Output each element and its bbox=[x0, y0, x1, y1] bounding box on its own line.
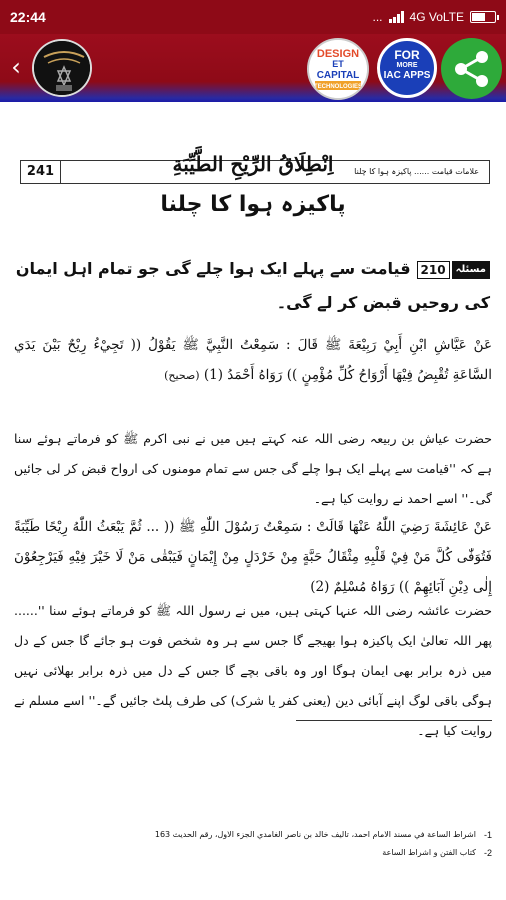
chapter-title-arabic: اِنْطِلَاقُ الرِّيْحِ الطَّيِّبَةِ bbox=[172, 152, 334, 176]
chapter-title-urdu: پاکیزہ ہوا کا چلنا bbox=[160, 192, 346, 217]
footnote-2-text: كتاب الفتن و اشراط الساعة bbox=[382, 848, 476, 857]
status-time: 22:44 bbox=[10, 9, 46, 25]
ad1-line4: TECHNOLOGIES bbox=[313, 84, 363, 90]
app-logo[interactable] bbox=[32, 39, 92, 97]
ad1-line3: CAPITAL bbox=[316, 70, 360, 81]
footnote-1-num: 1- bbox=[483, 830, 492, 840]
ad1-line1: DESIGN bbox=[316, 48, 360, 60]
ad1-line2: ET bbox=[332, 59, 344, 69]
more-apps-ad-button[interactable] bbox=[377, 38, 437, 98]
footnote-2-num: 2- bbox=[483, 848, 492, 858]
masla-label: مسئلہ bbox=[452, 261, 490, 279]
masla-number: 210 bbox=[417, 261, 450, 279]
header-title: علامات قیامت ...... پاکیزہ ہوا کا چلنا bbox=[354, 167, 479, 176]
ad2-line3: IAC APPS bbox=[383, 70, 431, 81]
signal-icon bbox=[389, 11, 404, 23]
network-type: 4G VoLTE bbox=[409, 10, 464, 24]
status-bar bbox=[0, 0, 506, 34]
footnote-1 bbox=[20, 828, 492, 842]
battery-icon bbox=[470, 11, 496, 23]
page-number: 241 bbox=[21, 161, 61, 183]
masla-text: قیامت سے پہلے ایک ہوا چلے گی جو تمام اہل ایمان کی روحیں قبض کر لے گی۔ bbox=[15, 259, 490, 312]
design-et-capital-ad-icon[interactable] bbox=[307, 38, 369, 100]
overflow-dots: ... bbox=[372, 10, 383, 24]
ad2-line1: FOR bbox=[394, 48, 420, 62]
hadith-2-arabic: عَنْ عَائِشَةَ رَضِيَ اللّٰهُ عَنْهَا قَالَتْ : سَمِعْتُ رَسُوْلَ اللّٰهِ ﷺ (( ... ثُمَّ يَبْعَثُ اللّٰهُ رِيْحًا طَيِّبَةً فَتُوَفّٰى كُلَّ مَنْ فِيْ قَلْبِهِ مِثْقَالُ حَبَّةٍ مِنْ خَرْدَلٍ مِنْ إِيْمَانٍ فَيَبْقٰى مَنْ لَا خَيْرَ فِيْهِ فَيَرْجِعُوْنَ إِلٰى دِيْنِ آبَائِهِمْ )) رَوَاهُ مُسْلِمٌ (2) bbox=[14, 519, 492, 595]
share-icon[interactable] bbox=[441, 38, 502, 99]
hadith-2-urdu: حضرت عائشہ رضی اللہ عنہا کہتی ہیں، میں نے رسول اللہ ﷺ کو فرماتے ہوئے سنا ''...... پھر اللہ تعالیٰ ایک پاکیزہ ہوا بھیجے گا جس سے ہر وہ شخص فوت ہو جائے گا جس کے دل میں ذرہ برابر بھی ایمان ہوگا اور وہ باقی بچے گا جس کے دل میں ذرہ برابر بھلائی نہیں ہوگی باقی لوگ اپنے آبائی دین (یعنی کفر یا شرک) کی طرف پلٹ جائیں گے۔'' اسے مسلم نے روایت کیا ہے۔ bbox=[14, 603, 492, 738]
footnote-1-text: اشراط الساعة في مسند الامام احمد، تاليف خالد بن ناصر الغامدي الجزء الاول، رقم الحديث 163 bbox=[154, 830, 476, 839]
hadith-1-arabic-text: عَنْ عَيَّاشِ ابْنِ أَبِيْ رَبِيْعَةَ ﷺ قَالَ : سَمِعْتُ النَّبِيَّ ﷺ يَقُوْلُ (( تَجِيْءُ رِيْحٌ بَيْنَ يَدَي السَّاعَةِ تُقْبِضُ فِيْهَا أَرْوَاحُ كُلِّ مُؤْمِنٍ )) رَوَاهُ أَحْمَدُ (1) bbox=[14, 337, 492, 383]
footnote-2 bbox=[20, 846, 492, 860]
hadith-1-arabic bbox=[14, 330, 492, 391]
hadith-1-grade: (صحیح) bbox=[164, 369, 200, 382]
app-bar bbox=[0, 34, 506, 102]
hadith-1-urdu: حضرت عیاش بن ربیعہ رضی اللہ عنہ کہتے ہیں میں نے نبی اکرم ﷺ کو فرماتے ہوئے سنا ہے کہ ''قیامت سے پہلے ایک ہوا چلے گی جس سے تمام مومنوں کی ارواح قبض کر لی جائیں گی۔'' اسے احمد نے روایت کیا ہے۔ bbox=[14, 431, 492, 506]
footnote-divider bbox=[296, 720, 492, 721]
back-arrow-icon[interactable]: ‹ bbox=[11, 53, 21, 81]
masla-heading bbox=[14, 252, 490, 320]
ad2-line2: MORE bbox=[396, 62, 418, 69]
status-icons bbox=[373, 10, 497, 24]
